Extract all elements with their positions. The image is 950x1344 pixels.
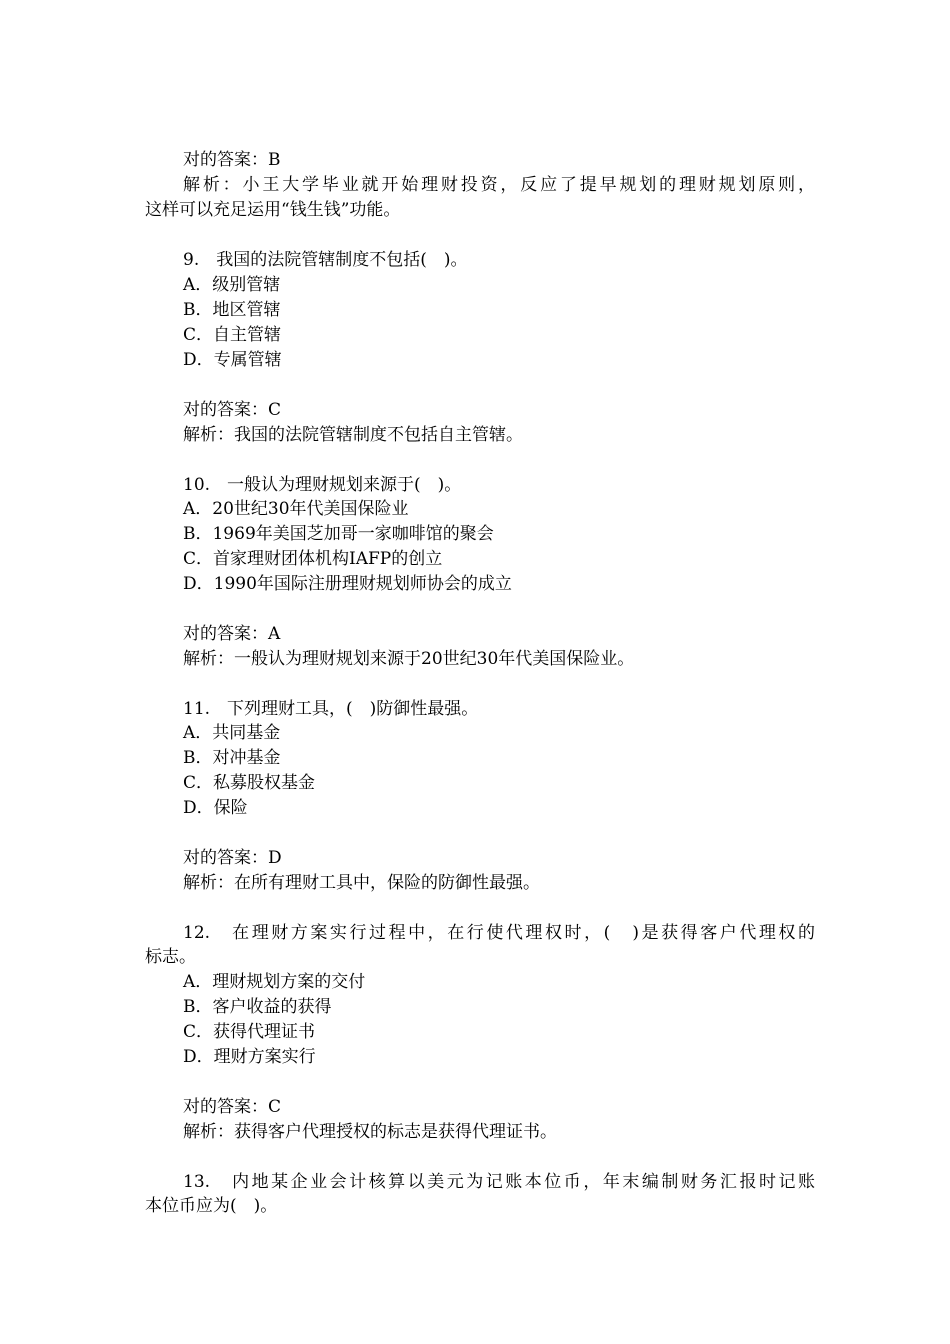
option-a: A．共同基金 (183, 723, 281, 743)
option-c: C．首家理财团体机构IAFP的创立 (183, 549, 443, 569)
analysis-line: 解析：我国的法院管辖制度不包括自主管辖。 (183, 425, 523, 445)
option-c: C．自主管辖 (183, 325, 282, 345)
option-d: D．保险 (183, 798, 248, 818)
question-10: 10. 一般认为理财规划来源于( )。 (183, 475, 462, 495)
option-a: A．20世纪30年代美国保险业 (183, 499, 409, 519)
question-13: 13. 内地某企业会计核算以美元为记账本位币，年末编制财务汇报时记账 (183, 1172, 815, 1192)
answer-line: 对的答案：B (183, 150, 281, 170)
option-a: A．级别管辖 (183, 275, 281, 295)
option-b: B．对冲基金 (183, 748, 281, 768)
answer-line: 对的答案：D (183, 848, 282, 868)
question-12-continued: 标志。 (145, 947, 196, 967)
analysis-line: 解析：小王大学毕业就开始理财投资，反应了提早规划的理财规划原则， (183, 175, 815, 195)
analysis-line: 解析：一般认为理财规划来源于20世纪30年代美国保险业。 (183, 649, 635, 669)
option-b: B．地区管辖 (183, 300, 281, 320)
analysis-line: 解析：在所有理财工具中，保险的防御性最强。 (183, 873, 540, 893)
answer-line: 对的答案：C (183, 400, 282, 420)
option-c: C．私募股权基金 (183, 773, 316, 793)
option-c: C．获得代理证书 (183, 1022, 316, 1042)
option-a: A．理财规划方案的交付 (183, 972, 366, 992)
question-12: 12. 在理财方案实行过程中，在行使代理权时，( )是获得客户代理权的 (183, 923, 815, 943)
analysis-line: 解析：获得客户代理授权的标志是获得代理证书。 (183, 1122, 557, 1142)
option-d: D．理财方案实行 (183, 1047, 316, 1067)
option-b: B．1969年美国芝加哥一家咖啡馆的聚会 (183, 524, 494, 544)
question-9: 9. 我国的法院管辖制度不包括( )。 (183, 250, 468, 270)
option-d: D．1990年国际注册理财规划师协会的成立 (183, 574, 512, 594)
question-11: 11. 下列理财工具，( )防御性最强。 (183, 699, 479, 719)
option-d: D．专属管辖 (183, 350, 282, 370)
question-13-continued: 本位币应为( )。 (145, 1196, 278, 1216)
option-b: B．客户收益的获得 (183, 997, 332, 1017)
answer-line: 对的答案：C (183, 1097, 282, 1117)
analysis-line: 这样可以充足运用“钱生钱”功能。 (145, 200, 401, 220)
answer-line: 对的答案：A (183, 624, 281, 644)
